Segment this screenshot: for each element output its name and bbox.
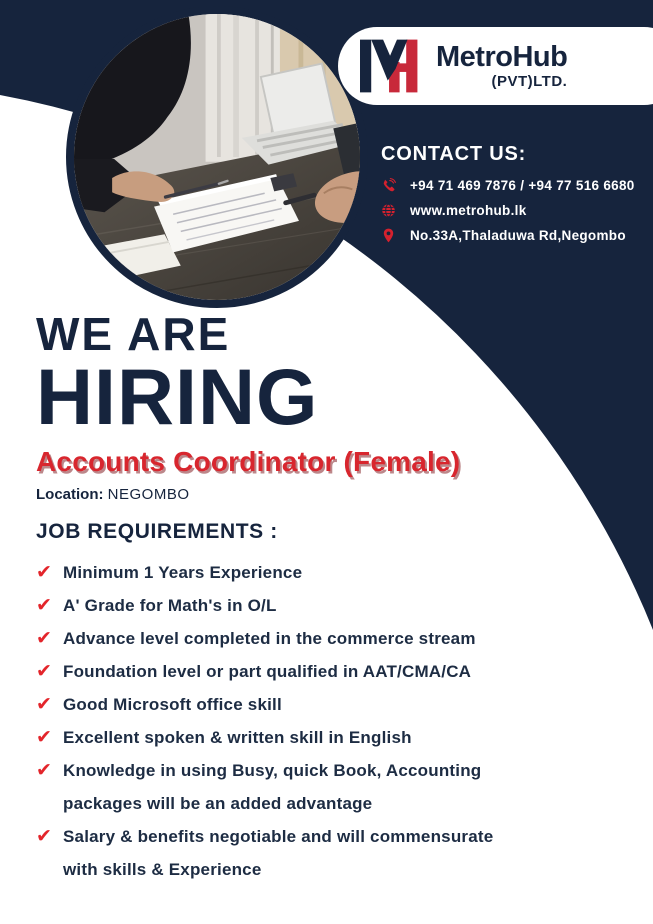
contact-address: No.33A,Thaladuwa Rd,Negombo — [410, 228, 626, 243]
interview-photo-scene — [74, 14, 360, 300]
check-icon: ✔ — [36, 694, 53, 715]
contact-row-phone — [381, 177, 643, 194]
phone-icon — [381, 178, 396, 193]
logo-suffix: (PVT)LTD. — [491, 73, 568, 90]
hero-hiring: HIRING — [36, 352, 319, 442]
contact-phone: +94 71 469 7876 / +94 77 516 6680 — [410, 178, 635, 193]
check-icon: ✔ — [36, 826, 53, 847]
requirements-list — [36, 556, 504, 886]
requirement-item: ✔ Minimum 1 Years Experience — [36, 556, 504, 589]
requirements-heading: JOB REQUIREMENTS : — [36, 520, 278, 543]
contact-heading: CONTACT US: — [381, 143, 527, 165]
check-icon: ✔ — [36, 661, 53, 682]
hero-we-are: WE ARE — [36, 308, 231, 360]
location-label: Location: — [36, 485, 104, 503]
contact-section — [381, 143, 643, 252]
check-icon: ✔ — [36, 760, 53, 781]
contact-row-address — [381, 227, 643, 244]
requirement-item: ✔ Advance level completed in the commerce stream — [36, 622, 504, 655]
location-value: NEGOMBO — [107, 485, 190, 503]
requirement-item: ✔ Foundation level or part qualified in AAT/CMA/CA — [36, 655, 504, 688]
check-icon: ✔ — [36, 727, 53, 748]
requirement-item: ✔ Excellent spoken & written skill in English — [36, 721, 504, 754]
location-icon — [381, 228, 396, 243]
job-location — [36, 486, 460, 503]
logo-pill — [338, 27, 653, 105]
check-icon: ✔ — [36, 628, 53, 649]
requirement-item: ✔ Good Microsoft office skill — [36, 688, 504, 721]
logo-name: MetroHub — [436, 41, 568, 73]
requirements-section — [36, 520, 596, 886]
hero-section — [36, 310, 460, 503]
mh-monogram — [360, 39, 426, 93]
job-title: Accounts Coordinator (Female) — [36, 445, 461, 477]
globe-icon — [381, 203, 396, 218]
requirement-item: ✔ Knowledge in using Busy, quick Book, Accounting packages will be an added advantage — [36, 754, 504, 820]
check-icon: ✔ — [36, 595, 53, 616]
contact-row-website — [381, 202, 643, 219]
requirement-item: ✔ Salary & benefits negotiable and will commensurate with skills & Experience — [36, 820, 504, 886]
check-icon: ✔ — [36, 562, 53, 583]
contact-website: www.metrohub.lk — [410, 203, 527, 218]
requirement-item: ✔ A' Grade for Math's in O/L — [36, 589, 504, 622]
interview-photo — [66, 6, 368, 308]
